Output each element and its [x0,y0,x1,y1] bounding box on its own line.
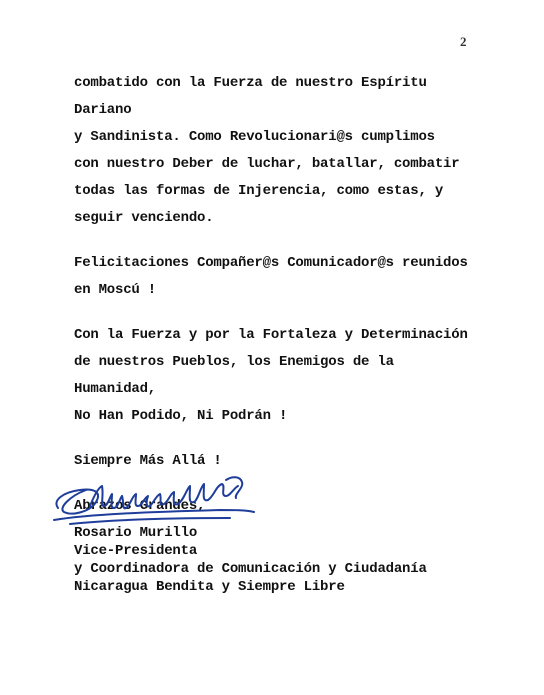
signatory-slogan: Nicaragua Bendita y Siempre Libre [74,579,345,595]
signatory-title: Vice-Presidenta [74,543,198,559]
paragraph-closing-struggle: combatido con la Fuerza de nuestro Espíritu Dariano y Sandinista. Como Revolucionari@s cumplimos con nuestro Deber de luchar, batallar, combatir todas las formas de Injerencia, como estas, y seguir venciendo. [74,75,460,226]
page-number: 2 [460,34,467,49]
letter-body [74,70,484,520]
paragraph-siempre-mas-alla: Siempre Más Allá ! [74,453,222,469]
paragraph-congratulations: Felicitaciones Compañer@s Comunicador@s reunidos en Moscú ! [74,255,468,298]
signatory-name: Rosario Murillo [74,525,198,541]
paragraph-abrazos: Abrazos Grandes, [74,498,206,514]
signature-block [74,524,494,596]
paragraph-strength: Con la Fuerza y por la Fortaleza y Determinación de nuestros Pueblos, los Enemigos de la Humanidad, No Han Podido, Ni Podrán ! [74,327,468,424]
signatory-role: y Coordinadora de Comunicación y Ciudadanía [74,561,427,577]
